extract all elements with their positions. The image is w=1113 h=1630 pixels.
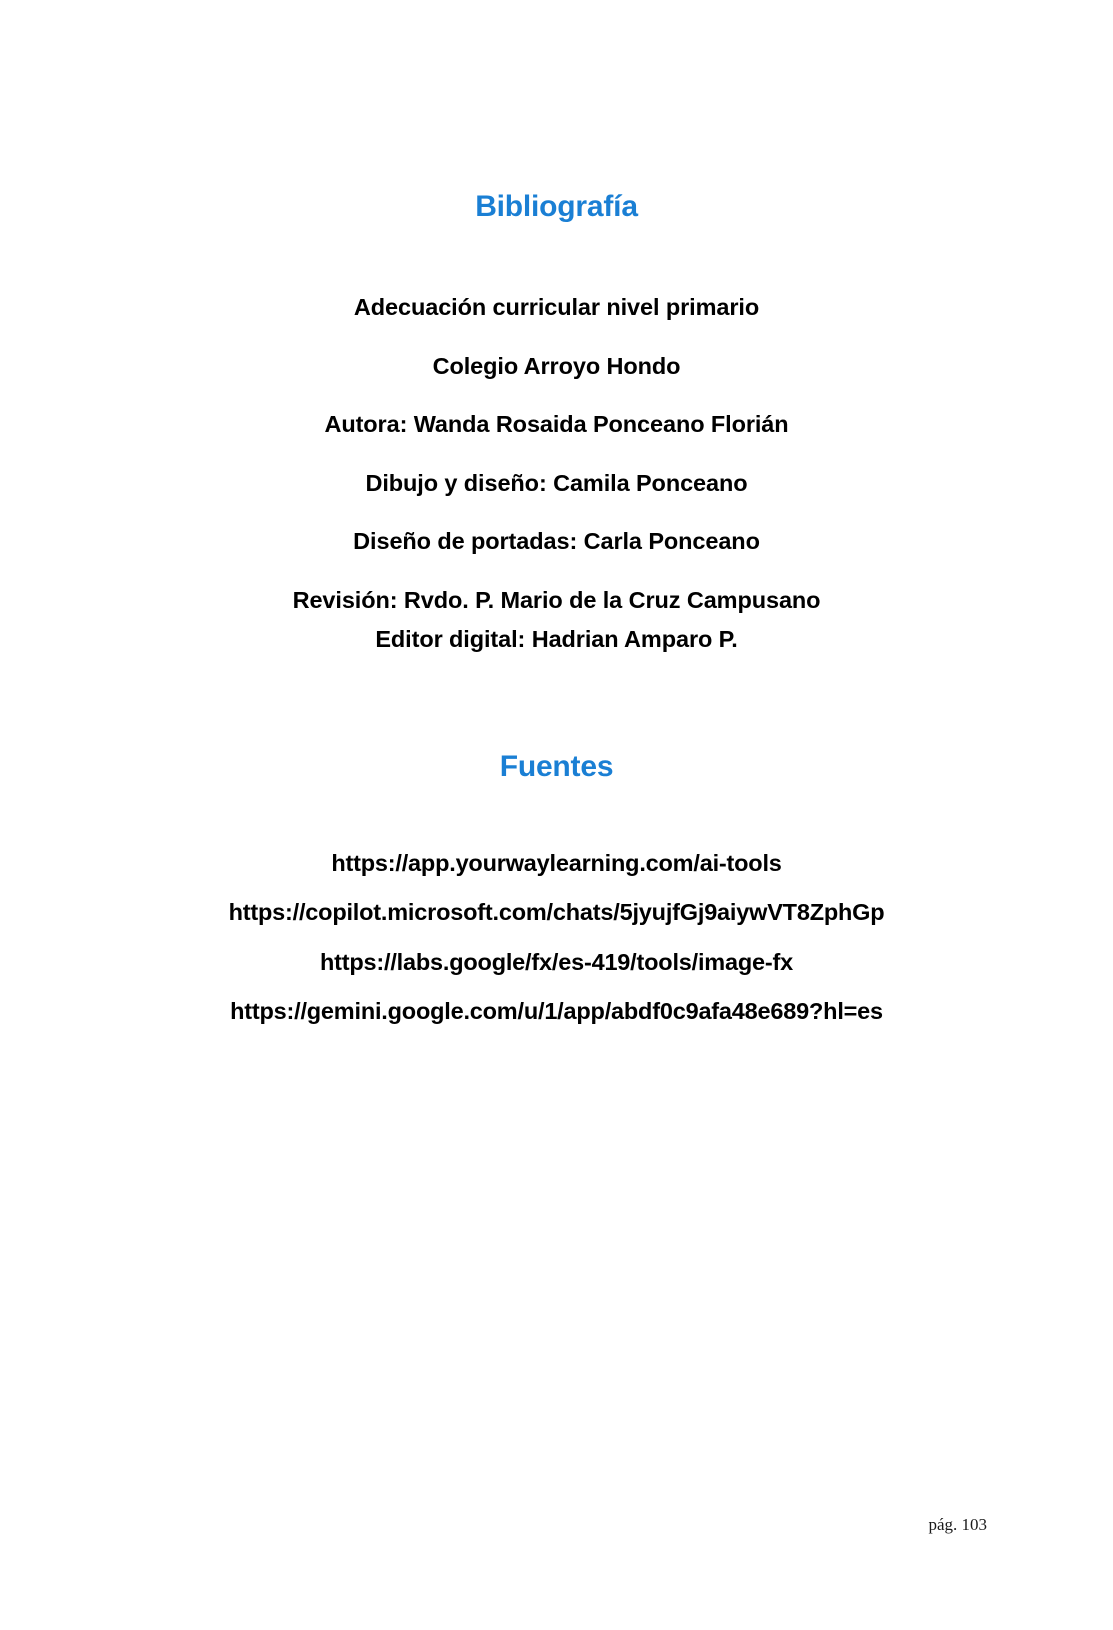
source-link[interactable]: https://app.yourwaylearning.com/ai-tools	[331, 849, 782, 876]
bibliography-heading: Bibliografía	[475, 190, 638, 223]
credits-block	[0, 296, 1113, 652]
sources-list	[0, 849, 1113, 1024]
credit-line: Editor digital: Hadrian Amparo P.	[375, 626, 738, 652]
credit-line: Diseño de portadas: Carla Ponceano	[353, 528, 760, 554]
document-page	[0, 190, 1113, 1630]
credit-line: Dibujo y diseño: Camila Ponceano	[365, 469, 748, 496]
source-link[interactable]: https://labs.google/fx/es-419/tools/image-fx	[319, 948, 794, 975]
credit-line: Revisión: Rvdo. P. Mario de la Cruz Campusano	[292, 586, 821, 613]
sources-heading: Fuentes	[499, 749, 614, 783]
source-link[interactable]: https://copilot.microsoft.com/chats/5jyujfGj9aiywVT8ZphGp	[228, 899, 885, 925]
credit-line: Colegio Arroyo Hondo	[432, 352, 681, 379]
page-number: pág. 103	[928, 1515, 987, 1534]
source-link[interactable]: https://gemini.google.com/u/1/app/abdf0c9afa48e689?hl=es	[230, 998, 883, 1024]
credit-line: Adecuación curricular nivel primario	[353, 294, 760, 320]
credit-line: Autora: Wanda Rosaida Ponceano Florián	[324, 411, 789, 437]
